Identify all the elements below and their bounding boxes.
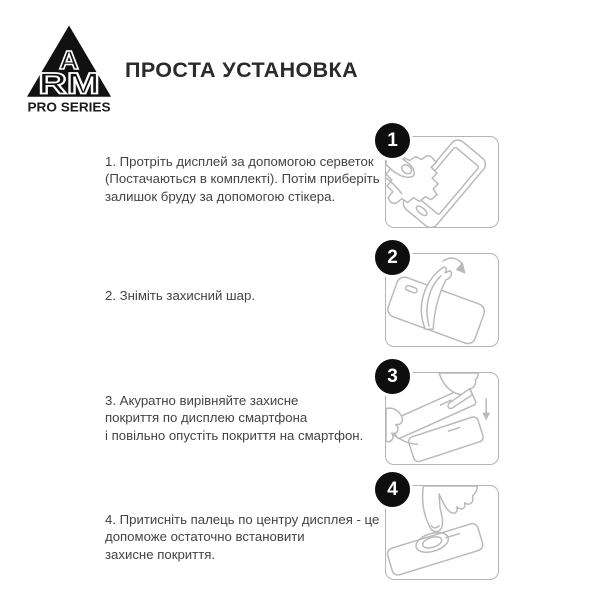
- step-number: 4: [387, 478, 398, 500]
- step-4-text: [105, 511, 393, 563]
- step-text-line: і повільно опустіть покриття на смартфон.: [105, 427, 364, 443]
- step-text-line: 4. Притисніть палець по центру дисплея - це: [105, 512, 380, 527]
- step-2-figure: [385, 246, 499, 347]
- step-text-line: 1. Протріть дисплей за допомогою серветок: [105, 154, 374, 169]
- step-text-line: покриття по дисплею смартфона: [105, 410, 308, 426]
- step-text-line: (Постачаються в комплекті). Потім приберіть: [105, 171, 380, 187]
- step-1-figure: [385, 129, 499, 228]
- step-3-number-badge: [372, 356, 413, 397]
- step-number: 1: [387, 129, 398, 151]
- step-text-line: захисне покриття.: [105, 546, 216, 562]
- step-text-line: 2. Зніміть захисний шар.: [105, 288, 255, 303]
- step-2-text: [105, 287, 393, 304]
- step-text-line: допоможе остаточно встановити: [105, 529, 305, 545]
- step-4-figure: [385, 478, 499, 580]
- logo-series-label: PRO SERIES: [27, 99, 112, 115]
- step-number: 2: [387, 246, 398, 268]
- step-2-number-badge: [372, 237, 413, 278]
- arm-pro-series-logo: [24, 23, 118, 115]
- step-number: 3: [387, 365, 398, 387]
- step-4-number-badge: [372, 469, 413, 510]
- step-1-text: [105, 153, 393, 205]
- page-title: ПРОСТА УСТАНОВКА: [125, 58, 359, 82]
- logo-letter-a: A: [59, 47, 79, 75]
- step-3-figure: [385, 365, 499, 465]
- step-text-line: 3. Акуратно вирівняйте захисне: [105, 393, 299, 408]
- step-3-text: [105, 392, 393, 444]
- step-text-line: залишок бруду за допомогою стікера.: [105, 188, 336, 204]
- logo-letters-rm: RM: [38, 67, 100, 101]
- step-1-number-badge: [372, 120, 413, 161]
